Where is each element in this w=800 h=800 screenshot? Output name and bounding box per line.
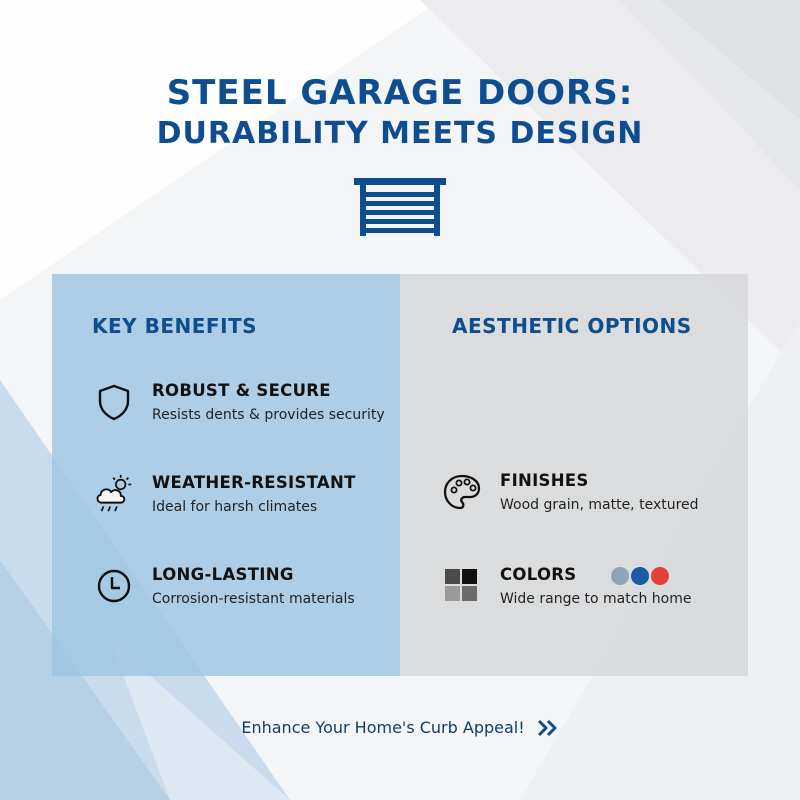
option-title: COLORS (500, 565, 577, 584)
benefit-title: ROBUST & SECURE (152, 381, 331, 400)
benefit-description: Ideal for harsh climates (152, 499, 318, 515)
benefit-title: LONG-LASTING (152, 565, 294, 584)
info-panel (52, 274, 748, 676)
page-title (0, 72, 800, 154)
shield-icon (92, 380, 136, 424)
clock-icon (92, 564, 136, 608)
weather-icon (92, 472, 136, 516)
option-title: FINISHES (500, 471, 589, 490)
benefit-weather-resistant (92, 472, 356, 516)
option-description: Wide range to match home (500, 591, 692, 607)
color-dots (611, 567, 669, 585)
cta-label[interactable]: Enhance Your Home's Curb Appeal! (241, 718, 525, 737)
aesthetic-options-column (400, 274, 748, 676)
aesthetic-options-heading: AESTHETIC OPTIONS (452, 314, 692, 338)
option-description: Wood grain, matte, textured (500, 497, 699, 513)
key-benefits-column (52, 274, 400, 676)
option-colors (440, 564, 691, 608)
benefit-description: Resists dents & provides security (152, 407, 385, 423)
double-chevron-right-icon[interactable] (537, 719, 559, 737)
palette-icon (440, 470, 484, 514)
color-swatches-icon (440, 564, 484, 608)
garage-door-icon (354, 178, 446, 236)
option-finishes (440, 470, 699, 514)
benefit-robust-secure (92, 380, 385, 424)
color-dot-gray (611, 567, 629, 585)
benefit-description: Corrosion-resistant materials (152, 591, 355, 607)
cta-link[interactable] (0, 718, 800, 737)
color-dot-red (651, 567, 669, 585)
color-dot-blue (631, 567, 649, 585)
title-line-1: STEEL GARAGE DOORS: (166, 73, 634, 113)
title-line-2: DURABILITY MEETS DESIGN (156, 116, 644, 151)
benefit-title: WEATHER-RESISTANT (152, 473, 356, 492)
key-benefits-heading: KEY BENEFITS (92, 314, 258, 338)
benefit-long-lasting (92, 564, 355, 608)
